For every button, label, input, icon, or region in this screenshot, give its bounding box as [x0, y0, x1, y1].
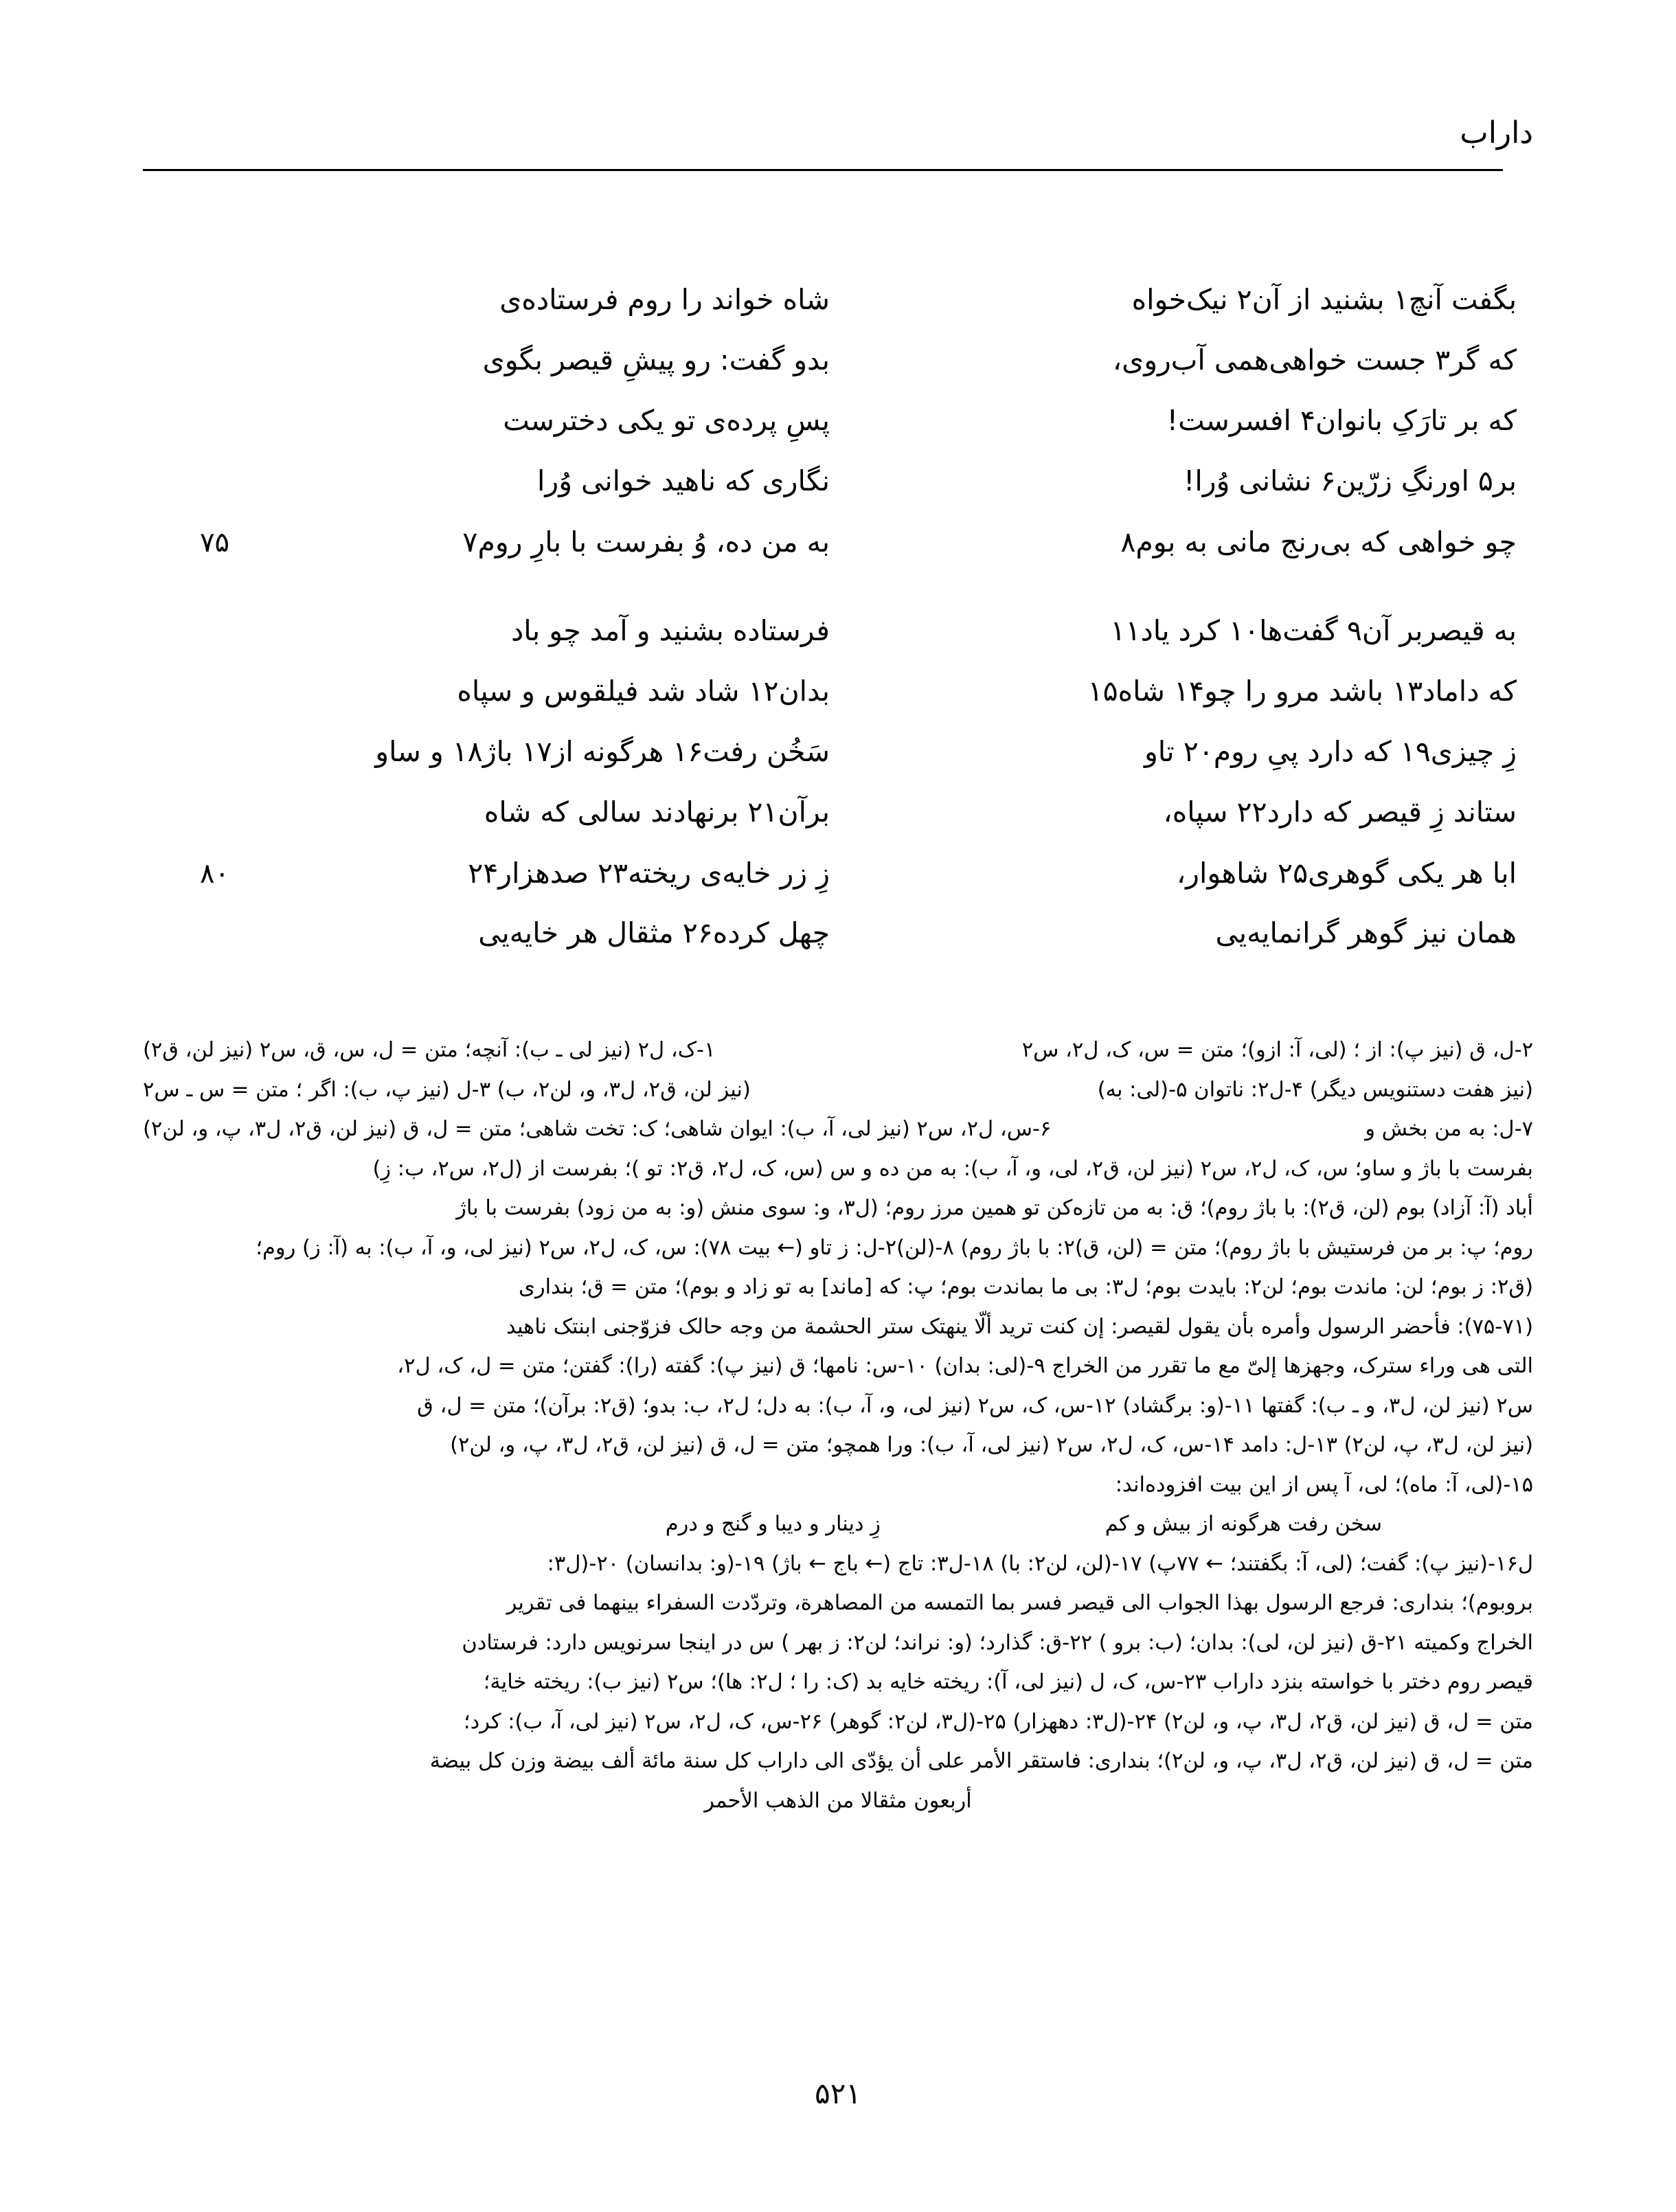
verse-area — [143, 285, 1533, 1008]
apparatus-line: قیصر روم دختر با خواسته بنزد داراب ۲۳-س، ک، ل (نیز لی، آ): ریخته خایه بد (ک: را ؛ ل۲: ها)؛ س۲ (نیز ب): ریخته خایة؛ — [483, 1670, 1533, 1694]
verse-couplet — [143, 795, 1533, 858]
apparatus-line — [143, 1030, 1533, 1070]
header-rule — [143, 169, 1503, 171]
hemistich-left: همان نیز گوهر گرانمایه‌یی — [1215, 916, 1517, 949]
hemistich-right: نگاری که ناهید خوانی وُرا — [537, 464, 830, 497]
hemistich-right: برآن۲۱ برنهادند سالی که شاه — [484, 795, 830, 828]
running-head — [143, 115, 1533, 177]
apparatus-segment-left: ۲-ل، ق (نیز پ): از ؛ (لی، آ: ازو)؛ متن = س، ک، ل۲، س۲ — [1021, 1038, 1533, 1062]
verse-couplet — [143, 527, 1533, 587]
apparatus-segment-right: (نیز لن، ق۲، ل۳، و، لن۲، ب) ۳-ل (نیز پ، ب): اگر ؛ متن = س ـ س۲ — [143, 1077, 751, 1102]
hemistich-left: بر۵ اورنگِ زرّین۶ نشانی وُرا! — [1183, 464, 1517, 497]
verse-couplet — [143, 406, 1533, 466]
hemistich-left: که داماد۱۳ باشد مرو را چو۱۴ شاه۱۵ — [1087, 675, 1517, 708]
verse-couplet — [143, 918, 1533, 979]
hemistich-left: به قیصربر آن۹ گفت‌ها۱۰ کرد یاد۱۱ — [1110, 614, 1517, 647]
apparatus-line: (ق۲: ز بوم؛ لن: ماندت بوم؛ لن۲: بایدت بوم؛ ل۳: بی ما بماندت بوم؛ پ: که [ماند] به تو زاد و بوم)؛ متن = ق؛ بنداری — [518, 1275, 1533, 1299]
hemistich-left: ستاند زِ قیصر که دارد۲۲ سپاه، — [1163, 795, 1517, 828]
hemistich-left: که گر۳ جست خواهی‌همی آب‌روی، — [1112, 343, 1517, 376]
apparatus-line: (نیز لن، ل۳، پ، لن۲) ۱۳-ل: دامد ۱۴-س، ک، ل۲، س۲ (نیز لی، آ، ب): ورا همچو؛ متن = ل، ق (نیز لن، ق۲، ل۳، پ، و، لن۲) — [450, 1433, 1533, 1457]
apparatus-segment-right: ۶-س، ل۲، س۲ (نیز لی، آ، ب): ایوان شاهی؛ ک: تخت شاهی؛ متن = ل، ق (نیز لن، ق۲، ل۳، پ، و، لن۲) — [143, 1117, 1052, 1141]
apparatus-line-arabic-quote: بروبوم)؛ بنداری: فرجع الرسول بهذا الجواب الی قیصر فسر بما التمسه من المصاهرة، وتردّدت السفراء بینهما فی تقریر — [506, 1591, 1533, 1615]
apparatus-line: ۱۵-(لی، آ: ماه)؛ لی، آ پس از این بیت افزوده‌اند: — [1115, 1472, 1533, 1497]
verse-number: ۷۵ — [200, 527, 229, 558]
verse-couplet — [143, 466, 1533, 527]
stanza-second — [143, 616, 1533, 979]
hemistich-right: به من ده، وُ بفرست با بارِ روم۷ — [462, 526, 830, 558]
critical-apparatus — [143, 1030, 1533, 1820]
running-head-title: داراب — [1460, 115, 1533, 150]
apparatus-line: أباد (آ: آزاد) بوم (لن، ق۲): با باژ روم)؛ ق: به من تازه‌کن تو همین مرز روم؛ (ل۳، و: سوی منش (و: به من زود) بفرست با باژ — [456, 1196, 1533, 1220]
apparatus-segment-left: (نیز هفت دستنویس دیگر) ۴-ل۲: ناتوان ۵-(لی: به) — [1097, 1077, 1533, 1102]
verse-number: ۸۰ — [200, 858, 229, 890]
hemistich-right: بدان۱۲ شاد شد فیلقوس و سپاه — [457, 675, 830, 708]
apparatus-line: متن = ل، ق (نیز لن، ق۲، ل۳، پ، و، لن۲) ۲۴-(ل۳: دههزار) ۲۵-(ل۳، لن۲: گوهر) ۲۶-س، ک، ل۲، س۲ (نیز لی، آ، ب): کرد؛ — [463, 1709, 1533, 1734]
apparatus-line: ل۱۶-(نیز پ): گفت؛ (لی، آ: بگفتند؛ ← ۷۷پ) ۱۷-(لن، لن۲: با) ۱۸-ل۳: تاج (← باج ← باژ) ۱۹-(و: بدانسان) ۲۰-(ل۳: — [547, 1551, 1533, 1576]
hemistich-left: ابا هر یکی گوهری۲۵ شاهوار، — [1176, 857, 1517, 890]
hemistich-left: چو خواهی که بی‌رنج مانی به بوم۸ — [1120, 526, 1517, 558]
apparatus-inset-couplet — [143, 1504, 1533, 1544]
apparatus-segment-left: ۷-ل: به من بخش و — [1365, 1117, 1533, 1141]
verse-couplet — [143, 343, 1533, 406]
hemistich-right: زِ زر خایه‌ی ریخته۲۳ صدهزار۲۴ — [468, 857, 830, 890]
apparatus-line: الخراج وکمیته ۲۱-ق (نیز لن، لی): بدان؛ (ب: برو ) ۲۲-ق: گذارد؛ (و: نراند؛ لن۲: ز بهر ) س در اینجا سرنویس دارد: فرستادن — [462, 1630, 1533, 1655]
apparatus-line: بفرست با باژ و ساو؛ س، ک، ل۲، س۲ (نیز لن، ق۲، لی، و، آ، ب): به من ده و س (س، ک، ل۲، ق۲: تو )؛ بفرست از (ل۲، س۲، ب: زِ) — [372, 1156, 1533, 1181]
apparatus-line: التی هی وراء سترک، وجهزها إلیّ مع ما تقرر من الخراج ۹-(لی: بدان) ۱۰-س: نامها؛ ق (نیز پ): گفته (را): گفتن؛ متن = ل، ک، ل۲، — [397, 1354, 1533, 1378]
verse-couplet — [143, 285, 1533, 346]
apparatus-segment-right: ۱-ک، ل۲ (نیز لی ـ ب): آنچه؛ متن = ل، س، ق، س۲ (نیز لن، ق۲) — [143, 1038, 716, 1062]
hemistich-right: سَخُن رفت۱۶ هرگونه از۱۷ باژ۱۸ و ساو — [375, 735, 830, 768]
inset-hemistich-right: سخن رفت هرگونه از بیش و کم — [1105, 1512, 1382, 1536]
hemistich-right: شاه خواند را روم فرستاده‌ی — [499, 283, 830, 316]
inset-hemistich-left: زِ دینار و دیبا و گنج و درم — [665, 1512, 881, 1536]
verse-couplet — [143, 677, 1533, 737]
hemistich-right: فرستاده بشنید و آمد چو باد — [511, 614, 830, 647]
apparatus-line — [143, 1070, 1533, 1110]
hemistich-right: بدو گفت: رو پیشِ قیصر بگوی — [482, 343, 830, 376]
apparatus-line-arabic-quote: متن = ل، ق (نیز لن، ق۲، ل۳، پ، و، لن۲)؛ بنداری: فاستقر الأمر علی أن یؤدّی الی داراب کل سنة مائة ألف بیضة وزن کل بیضة — [429, 1749, 1533, 1773]
hemistich-right: چهل کرده۲۶ مثقال هر خایه‌یی — [478, 916, 830, 949]
hemistich-left: زِ چیزی۱۹ که دارد پیِ روم۲۰ تاو — [1144, 735, 1517, 768]
apparatus-line: روم؛ پ: بر من فرستیش با باژ روم)؛ متن = (لن، ق)۲: با باژ روم) ۸-(لن)۲-ل: ز تاو (← بیت ۷۸): س، ک، ل۲، س۲ (نیز لی، و، آ، ب): به (آ: ز) روم؛ — [256, 1235, 1533, 1260]
verse-couplet — [143, 737, 1533, 798]
apparatus-line-arabic-quote: (۷۵-۷۱): فأحضر الرسول وأمره بأن یقول لقیصر: إن کنت ترید ألّا ینهتک ستر الحشمة من وجه حالک فزوّجنی ابنتک ناهید — [506, 1314, 1533, 1339]
apparatus-line: س۲ (نیز لن، ل۳، و ـ ب): گفتها ۱۱-(و: برگشاد) ۱۲-س، ک، س۲ (نیز لی، و، آ، ب): به دل؛ ل۲، ب: بدو؛ (ق۲: برآن)؛ متن = ل، ق — [417, 1393, 1533, 1418]
apparatus-line — [143, 1109, 1533, 1149]
verse-couplet — [143, 616, 1533, 677]
hemistich-left: بگفت آنچ۱ بشنید از آن۲ نیک‌خواه — [1131, 283, 1517, 316]
hemistich-right: پسِ پرده‌ی تو یکی دخترست — [503, 404, 830, 437]
folio-number: ۵۲۱ — [815, 2077, 861, 2110]
stanza-first — [143, 285, 1533, 587]
verse-couplet — [143, 858, 1533, 918]
apparatus-line-arabic-quote-end: أربعون مثقالا من الذهب الأحمر — [704, 1788, 972, 1813]
hemistich-left: که بر تارَکِ بانوان۴ افسرست! — [1166, 404, 1517, 437]
